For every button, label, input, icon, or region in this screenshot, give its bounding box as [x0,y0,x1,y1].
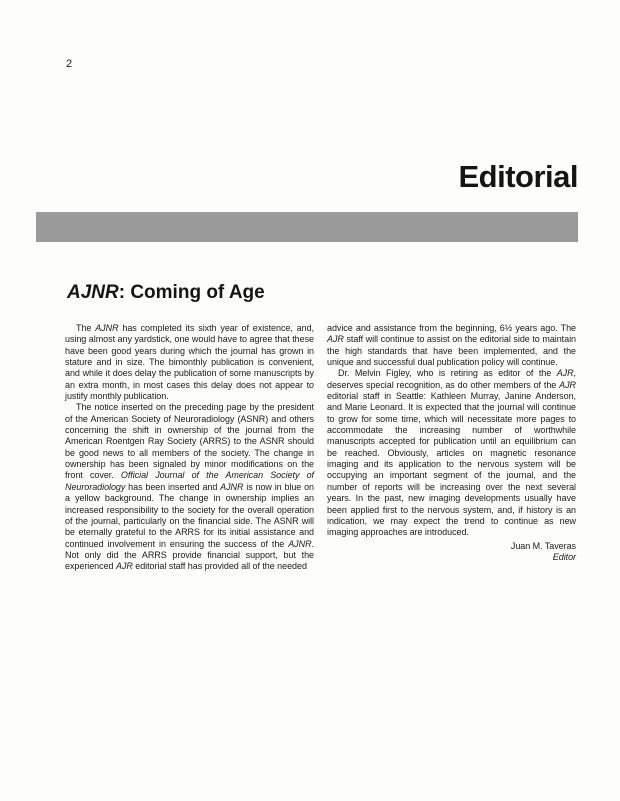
right-column [327,323,576,563]
article-title [67,281,265,305]
author-role: Editor [552,551,576,562]
paragraph: advice and assistance from the beginning, 6½ years ago. The AJR staff will continue to assist on the editorial side to maintain the high standards that have been implemented, and the unique and successful dual publication policy will continue. [327,323,576,368]
header-band [36,212,578,242]
article-title-text: : Coming of Age [118,282,265,303]
signature [327,541,576,564]
author-name: Juan M. Taveras [510,540,576,551]
section-title: Editorial [458,159,578,194]
paragraph: Dr. Melvin Figley, who is retiring as editor of the AJR, deserves special recognition, as do other members of the AJR editorial staff in Seattle: Kathleen Murray, Janine Anderson, and Marie Leonard. It is expected that the journal will continue to grow for some time, which will necessitate more pages to accommodate the increasing number of worthwhile manuscripts accepted for publication until an equilibrium can be reached. Obviously, articles on magnetic resonance imaging and its application to the nervous system will be occupying an important segment of the journal, and the number of reports will be increasing over the next several years. In the past, new imaging developments usually have been applied first to the nervous system, and, if history is an indication, we may expect the trend to continue as new imaging approaches are introduced. [327,368,576,538]
article-title-journal: AJNR [67,282,119,303]
paragraph: The AJNR has completed its sixth year of existence, and, using almost any yardstick, one would have to agree that these have been good years during which the journal has grown in stature and in size. The bimonthly publication is convenient, and while it does delay the publication of some manuscripts by an extra month, in most cases this delay does not appear to justify monthly publication. [65,323,314,402]
left-column [65,323,314,573]
paragraph: The notice inserted on the preceding page by the president of the American Society of Neuroradiology (ASNR) and others concerning the shift in ownership of the journal from the American Roentgen Ray Society (ARRS) to the ASNR should be good news to all members of the society. The change in ownership has been signaled by minor modifications on the front cover. Official Journal of the American Society of Neuroradiology has been inserted and AJNR is now in blue on a yellow background. The change in ownership implies an increased responsibility to the society for the overall operation of the journal, particularly on the financial side. The ASNR will be eternally grateful to the ARRS for its initial assistance and continued involvement in ensuring the success of the AJNR. Not only did the ARRS provide financial support, but the experienced AJR editorial staff has provided all of the needed [65,402,315,572]
page-number: 2 [66,58,73,70]
